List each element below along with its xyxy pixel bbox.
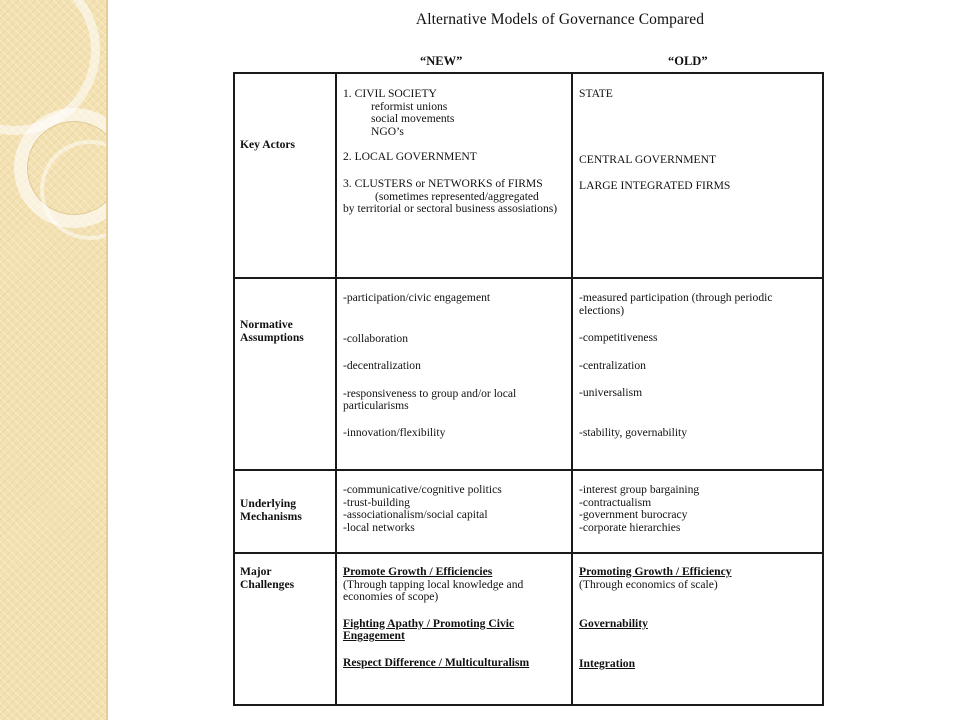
list-item: -centralization <box>579 358 646 372</box>
page-title: Alternative Models of Governance Compared <box>415 11 705 28</box>
challenge-heading: Fighting Apathy / Promoting Civic Engagement <box>343 616 515 643</box>
list-item: -associationalism/social capital <box>343 508 488 522</box>
list-item: -stability, governability <box>579 425 688 439</box>
challenge-note: (Through economics of scale) <box>579 577 718 591</box>
column-header-old: “OLD” <box>668 54 708 68</box>
table-row <box>234 278 823 470</box>
challenge-heading: Promote Growth / Efficiencies <box>343 565 493 578</box>
large-firms-text: LARGE INTEGRATED FIRMS <box>579 179 731 193</box>
list-item: -competitiveness <box>579 331 658 345</box>
table-row <box>234 73 823 278</box>
list-item: -corporate hierarchies <box>579 520 681 534</box>
decorative-side-panel <box>0 0 106 720</box>
row-label-text: Assumptions <box>240 330 304 344</box>
list-item: -responsiveness to group and/or local particularisms <box>343 386 517 413</box>
list-item: -measured participation (through periodic elections) <box>579 291 773 317</box>
governance-comparison-table <box>233 72 824 706</box>
list-item: -interest group bargaining <box>579 483 700 496</box>
civil-society-text: 1. CIVIL SOCIETY <box>343 87 437 100</box>
cell-new-key-actors <box>336 73 572 278</box>
list-item: -universalism <box>579 386 643 400</box>
local-government-text: 2. LOCAL GOVERNMENT <box>343 150 477 164</box>
list-item: -participation/civic engagement <box>343 291 491 304</box>
clusters-note: (sometimes represented/aggregated <box>375 189 539 203</box>
row-label-text: Mechanisms <box>240 509 302 523</box>
row-label-text: Normative <box>240 318 293 331</box>
row-label-normative <box>234 278 336 470</box>
challenge-note: (Through tapping local knowledge and economies of scope) <box>343 577 524 604</box>
list-item: NGO’s <box>371 124 404 138</box>
cell-new-normative <box>336 278 572 470</box>
list-item: -communicative/cognitive politics <box>343 483 502 496</box>
row-label-mechanisms <box>234 470 336 553</box>
central-government-text: CENTRAL GOVERNMENT <box>579 152 717 166</box>
row-label-text: Major <box>240 565 272 578</box>
list-item: -trust-building <box>343 495 410 509</box>
cell-old-normative <box>572 278 823 470</box>
list-item: -collaboration <box>343 331 409 345</box>
row-label-text: Key Actors <box>240 138 296 151</box>
row-label-challenges <box>234 553 336 705</box>
challenge-heading: Governability <box>579 617 648 631</box>
row-label-key-actors <box>234 73 336 278</box>
challenge-heading: Integration <box>579 656 636 670</box>
column-header-new: “NEW” <box>420 54 463 68</box>
cell-new-challenges <box>336 553 572 705</box>
challenge-heading: Respect Difference / Multiculturalism <box>343 655 530 669</box>
state-text: STATE <box>579 87 613 100</box>
list-item: -contractualism <box>579 495 652 509</box>
clusters-text: 3. CLUSTERS or NETWORKS of FIRMS <box>343 176 543 190</box>
list-item: -decentralization <box>343 359 421 373</box>
list-item: -government burocracy <box>579 508 688 522</box>
list-item: -local networks <box>343 520 415 534</box>
side-panel-edge <box>106 0 108 720</box>
clusters-note: by territorial or sectoral business assosiations) <box>343 202 558 216</box>
list-item: reformist unions <box>371 99 448 113</box>
list-item: -innovation/flexibility <box>343 425 446 439</box>
cell-new-mechanisms <box>336 470 572 553</box>
cell-old-mechanisms <box>572 470 823 553</box>
table-row <box>234 470 823 553</box>
cell-old-challenges <box>572 553 823 705</box>
cell-old-key-actors <box>572 73 823 278</box>
row-label-text: Challenges <box>240 577 295 591</box>
row-label-text: Underlying <box>240 497 297 510</box>
challenge-heading: Promoting Growth / Efficiency <box>579 565 732 578</box>
table-row <box>234 553 823 705</box>
list-item: social movements <box>371 112 455 126</box>
